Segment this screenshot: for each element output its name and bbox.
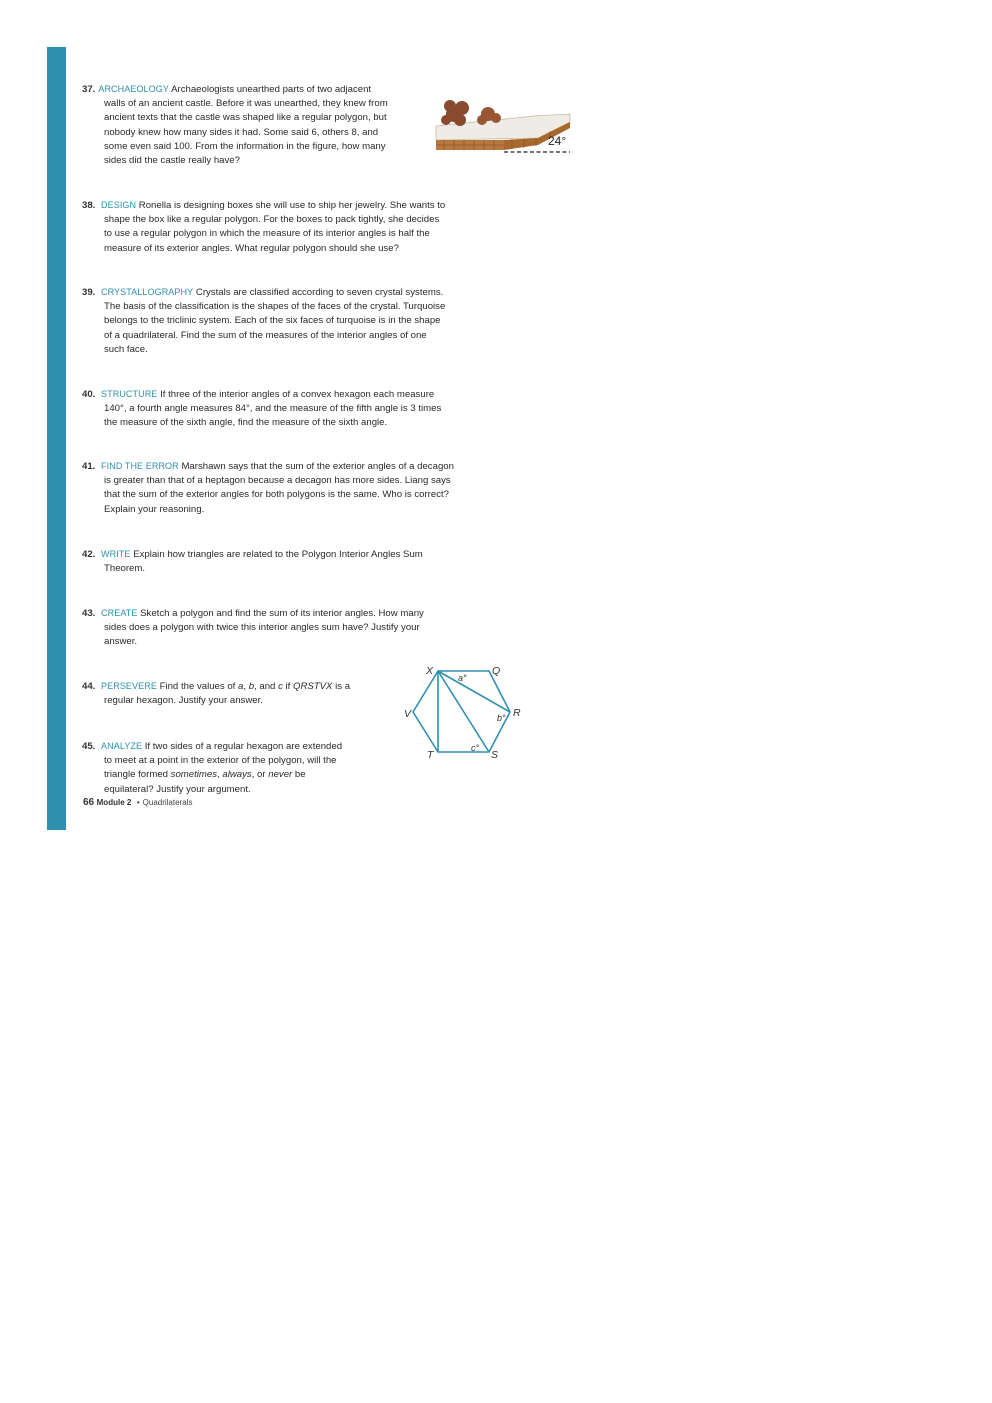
problem-tag: ANALYZE <box>101 741 143 751</box>
side-accent-bar <box>47 47 66 830</box>
angle-label-a: a° <box>458 673 467 683</box>
problem-text: if <box>282 681 293 692</box>
vertex-label-R: R <box>513 707 521 719</box>
problem-tag: ARCHAEOLOGY <box>98 84 169 94</box>
problem-number: 40. <box>82 389 96 400</box>
problem-40 <box>82 387 502 431</box>
problem-text-line: Theorem. <box>104 563 146 575</box>
problem-text-line: Explain your reasoning. <box>104 503 205 515</box>
module-label: Module 2 <box>96 798 132 807</box>
problem-text-line: 140°, a fourth angle measures 84°, and the measure of the fifth angle is 3 times <box>104 403 442 415</box>
problem-text-line: is greater than that of a heptagon because a decagon has more sides. Liang says <box>104 475 451 487</box>
variable-b: b <box>248 681 255 692</box>
problem-tag: CRYSTALLOGRAPHY <box>101 287 194 297</box>
problem-text-line: Sketch a polygon and find the sum of its interior angles. How many <box>140 608 424 619</box>
problem-number: 45. <box>82 741 96 752</box>
variable-a: a <box>238 681 244 692</box>
diagonal-XS <box>438 671 489 752</box>
separator: , or <box>251 769 269 781</box>
problem-37 <box>82 82 432 168</box>
problem-text-line: ancient texts that the castle was shaped like a regular polygon, but <box>104 112 387 124</box>
problem-text-line <box>82 768 382 782</box>
problem-tag: STRUCTURE <box>101 389 158 399</box>
problem-text-line: The basis of the classification is the shapes of the faces of the crystal. Turquoise <box>104 301 446 313</box>
problem-text-line: Ronella is designing boxes she will use to ship her jewelry. She wants to <box>138 200 446 211</box>
angle-label-c: c° <box>471 743 480 753</box>
hexagon-lines <box>413 671 510 752</box>
vertex-label-S: S <box>491 749 499 761</box>
problem-text: Find the values of <box>159 681 239 692</box>
problem-44 <box>82 679 382 708</box>
castle-wall-figure <box>432 92 574 158</box>
problem-38 <box>82 198 502 256</box>
problem-41 <box>82 459 502 517</box>
page-number: 66 <box>83 797 95 808</box>
problem-number: 37. <box>82 84 96 95</box>
problem-number: 44. <box>82 681 96 692</box>
problem-text-line: shape the box like a regular polygon. For the boxes to pack tightly, she decides <box>104 214 440 226</box>
problem-tag: PERSEVERE <box>101 681 157 691</box>
problem-text-line: Crystals are classified according to seven crystal systems. <box>195 287 444 298</box>
problem-text-line: equilateral? Justify your argument. <box>104 783 251 795</box>
problem-text-line: to use a regular polygon in which the measure of its interior angles is half the <box>104 228 430 240</box>
problem-text-line: sides does a polygon with twice this interior angles sum have? Justify your <box>104 622 420 634</box>
variable-c: c <box>278 681 283 692</box>
vertex-label-X: X <box>426 665 434 677</box>
hexagon-figure <box>400 660 530 766</box>
problem-text-line: to meet at a point in the exterior of the polygon, will the <box>104 755 337 767</box>
problem-tag: WRITE <box>101 549 131 559</box>
problem-39 <box>82 285 502 357</box>
vertex-label-T: T <box>427 749 434 761</box>
problem-tag: DESIGN <box>101 200 137 210</box>
problem-text-line: such face. <box>104 343 148 355</box>
problem-45 <box>82 739 382 797</box>
problem-text-line: answer. <box>104 636 138 648</box>
problem-text: is a <box>332 681 351 692</box>
shrub-icon <box>441 100 469 126</box>
problem-text-line: walls of an ancient castle. Before it was unearthed, they knew from <box>104 98 388 110</box>
separator: , <box>243 681 249 692</box>
problem-number: 42. <box>82 549 96 560</box>
angle-label-b: b° <box>497 713 506 723</box>
problem-text-line: measure of its exterior angles. What regular polygon should she use? <box>104 242 399 254</box>
problem-number: 38. <box>82 200 96 211</box>
emphasis-word: always <box>222 769 252 781</box>
problem-43 <box>82 606 502 650</box>
problem-tag: FIND THE ERROR <box>101 461 179 471</box>
problem-text-line: If three of the interior angles of a convex hexagon each measure <box>160 389 435 400</box>
angle-label: 24° <box>548 134 567 148</box>
hexagon-name: QRSTVX <box>293 681 333 692</box>
problem-text: be <box>292 769 306 781</box>
problem-text-line: some even said 100. From the information in the figure, how many <box>104 140 386 152</box>
problem-text-line: sides did the castle really have? <box>104 155 240 167</box>
problem-number: 39. <box>82 287 96 298</box>
emphasis-word: never <box>268 769 293 781</box>
problem-text-line: regular hexagon. Justify your answer. <box>104 695 263 707</box>
separator: , and <box>254 681 279 692</box>
problem-text-line: of a quadrilateral. Find the sum of the measures of the interior angles of one <box>104 329 427 341</box>
problem-text: triangle formed <box>104 769 171 781</box>
separator: , <box>217 769 223 781</box>
problem-text-line: the measure of the sixth angle, find the measure of the sixth angle. <box>104 417 388 429</box>
problem-text-line: that the sum of the exterior angles for both polygons is the same. Who is correct? <box>104 489 450 501</box>
vertex-label-V: V <box>404 708 412 720</box>
problem-number: 43. <box>82 608 96 619</box>
problem-text-line: If two sides of a regular hexagon are extended <box>144 741 343 752</box>
emphasis-word: sometimes <box>170 769 218 781</box>
page-footer <box>83 797 192 808</box>
vertex-label-Q: Q <box>492 665 501 677</box>
problem-text-line: Explain how triangles are related to the Polygon Interior Angles Sum <box>133 549 423 560</box>
topic-label: Quadrilaterals <box>142 798 193 807</box>
problem-42 <box>82 547 502 576</box>
problem-text-line: nobody knew how many sides it had. Some said 6, others 8, and <box>104 126 379 138</box>
hexagon-outline <box>413 671 510 752</box>
problem-number: 41. <box>82 461 96 472</box>
footer-bullet: • <box>136 798 140 807</box>
problem-text-line: belongs to the triclinic system. Each of the six faces of turquoise is in the shape <box>104 315 441 327</box>
problem-tag: CREATE <box>101 608 138 618</box>
problem-text-line: Marshawn says that the sum of the exterior angles of a decagon <box>181 461 454 472</box>
problem-text-line: Archaeologists unearthed parts of two adjacent <box>171 84 372 95</box>
